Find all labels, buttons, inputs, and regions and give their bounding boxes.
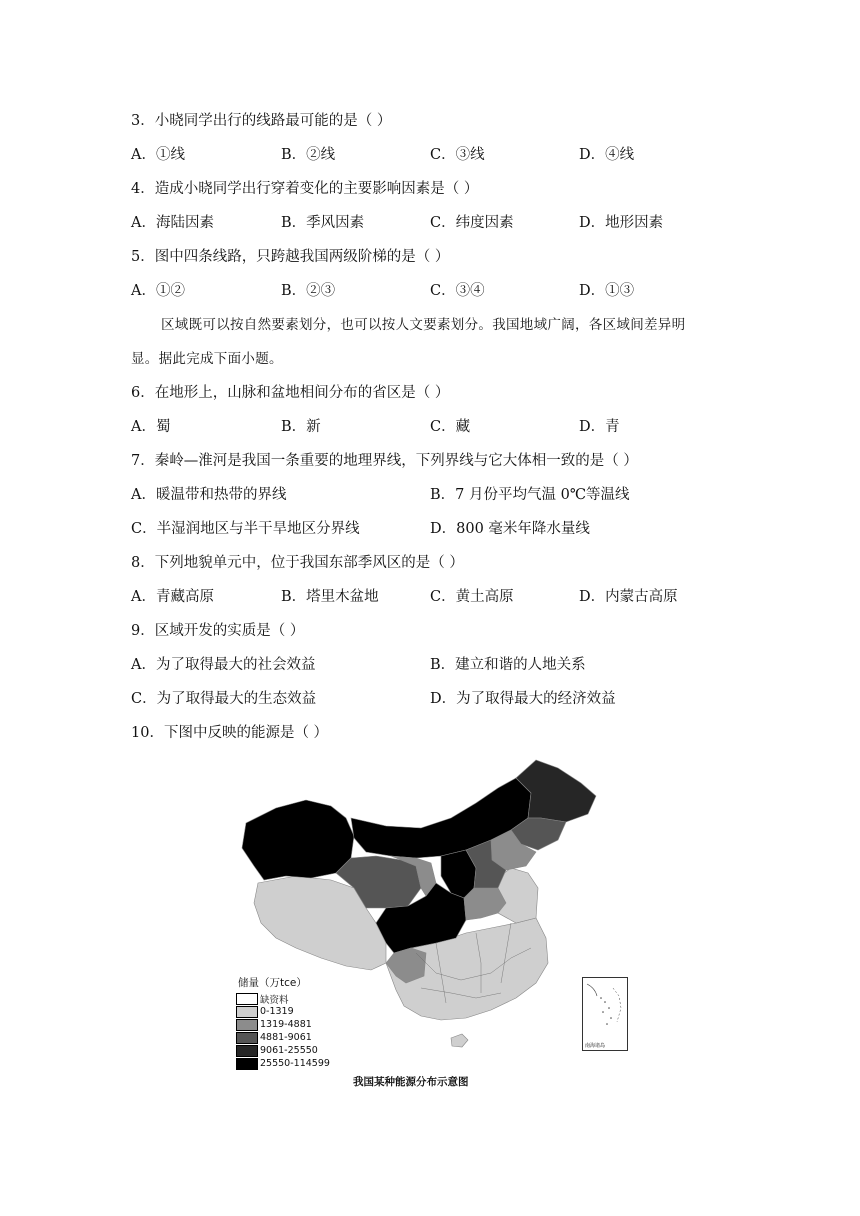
question-6-option-c: C．藏 bbox=[430, 419, 471, 435]
question-4-option-d: D．地形因素 bbox=[579, 215, 664, 231]
legend-swatch bbox=[236, 1006, 258, 1018]
question-7-stem: 7．秦岭—淮河是我国一条重要的地理界线，下列界线与它大体相一致的是（ ） bbox=[131, 453, 638, 469]
question-10-stem: 10．下图中反映的能源是（ ） bbox=[131, 725, 329, 741]
question-7-option-c: C．半湿润地区与半干旱地区分界线 bbox=[131, 521, 360, 537]
legend-swatch bbox=[236, 1045, 258, 1057]
legend-label: 0-1319 bbox=[260, 1006, 294, 1017]
passage-line-2: 显。据此完成下面小题。 bbox=[131, 351, 283, 367]
question-8-stem: 8．下列地貌单元中，位于我国东部季风区的是（ ） bbox=[131, 555, 464, 571]
question-6-option-b: B．新 bbox=[281, 419, 321, 435]
legend-swatch bbox=[236, 993, 258, 1005]
question-9-stem: 9．区域开发的实质是（ ） bbox=[131, 623, 305, 639]
question-8-option-a: A．青藏高原 bbox=[131, 589, 214, 605]
question-9-option-c: C．为了取得最大的生态效益 bbox=[131, 691, 317, 707]
question-4-stem: 4．造成小晓同学出行穿着变化的主要影响因素是（ ） bbox=[131, 181, 479, 197]
question-5-option-b: B．②③ bbox=[281, 283, 336, 299]
question-6-option-d: D．青 bbox=[579, 419, 620, 435]
question-7-option-a: A．暖温带和热带的界线 bbox=[131, 487, 287, 503]
south-china-sea-inset bbox=[582, 977, 628, 1051]
legend-item bbox=[236, 1057, 356, 1070]
question-5-option-a: A．①② bbox=[131, 283, 185, 299]
question-3-option-c: C．③线 bbox=[430, 147, 485, 163]
question-5-option-c: C．③④ bbox=[430, 283, 485, 299]
passage-line-1: 区域既可以按自然要素划分，也可以按人文要素划分。我国地域广阔，各区域间差异明 bbox=[161, 317, 686, 333]
legend-swatch bbox=[236, 1019, 258, 1031]
question-3-option-a: A．①线 bbox=[131, 147, 185, 163]
legend-item bbox=[236, 1018, 356, 1031]
question-7-option-b: B．7 月份平均气温 0℃等温线 bbox=[430, 487, 630, 503]
question-9-option-d: D．为了取得最大的经济效益 bbox=[430, 691, 616, 707]
question-6-option-a: A．蜀 bbox=[131, 419, 171, 435]
map-region-central bbox=[464, 888, 506, 920]
inset-islands bbox=[583, 978, 627, 1038]
question-9-option-a: A．为了取得最大的社会效益 bbox=[131, 657, 316, 673]
question-6-stem: 6．在地形上，山脉和盆地相间分布的省区是（ ） bbox=[131, 385, 450, 401]
figure-caption: 我国某种能源分布示意图 bbox=[353, 1076, 469, 1088]
legend-label: 4881-9061 bbox=[260, 1032, 312, 1043]
question-5-stem: 5．图中四条线路，只跨越我国两级阶梯的是（ ） bbox=[131, 249, 450, 265]
legend-swatch bbox=[236, 1032, 258, 1044]
legend-label: 缺资料 bbox=[260, 994, 289, 1006]
question-4-option-b: B．季风因素 bbox=[281, 215, 365, 231]
inset-label: 南海诸岛 bbox=[585, 1043, 606, 1049]
legend-item bbox=[236, 1031, 356, 1044]
question-4-option-c: C．纬度因素 bbox=[430, 215, 514, 231]
legend-title: 储量（万tce） bbox=[238, 977, 307, 989]
question-8-option-b: B．塔里木盆地 bbox=[281, 589, 379, 605]
legend-label: 9061-25550 bbox=[260, 1045, 318, 1056]
question-3-stem: 3．小晓同学出行的线路最可能的是（ ） bbox=[131, 113, 392, 129]
map-region-xinjiang bbox=[242, 800, 354, 880]
legend-item bbox=[236, 1005, 356, 1018]
legend-label: 25550-114599 bbox=[260, 1058, 330, 1069]
map-legend bbox=[236, 975, 356, 1070]
question-9-option-b: B．建立和谐的人地关系 bbox=[430, 657, 586, 673]
map-region-hainan bbox=[451, 1034, 468, 1047]
legend-item bbox=[236, 1044, 356, 1057]
legend-label: 1319-4881 bbox=[260, 1019, 312, 1030]
legend-swatch bbox=[236, 1058, 258, 1070]
question-8-option-d: D．内蒙古高原 bbox=[579, 589, 678, 605]
question-7-option-d: D．800 毫米年降水量线 bbox=[430, 521, 590, 537]
legend-item bbox=[236, 992, 356, 1005]
question-3-option-b: B．②线 bbox=[281, 147, 336, 163]
question-4-option-a: A．海陆因素 bbox=[131, 215, 214, 231]
question-8-option-c: C．黄土高原 bbox=[430, 589, 514, 605]
question-5-option-d: D．①③ bbox=[579, 283, 635, 299]
question-3-option-d: D．④线 bbox=[579, 147, 635, 163]
